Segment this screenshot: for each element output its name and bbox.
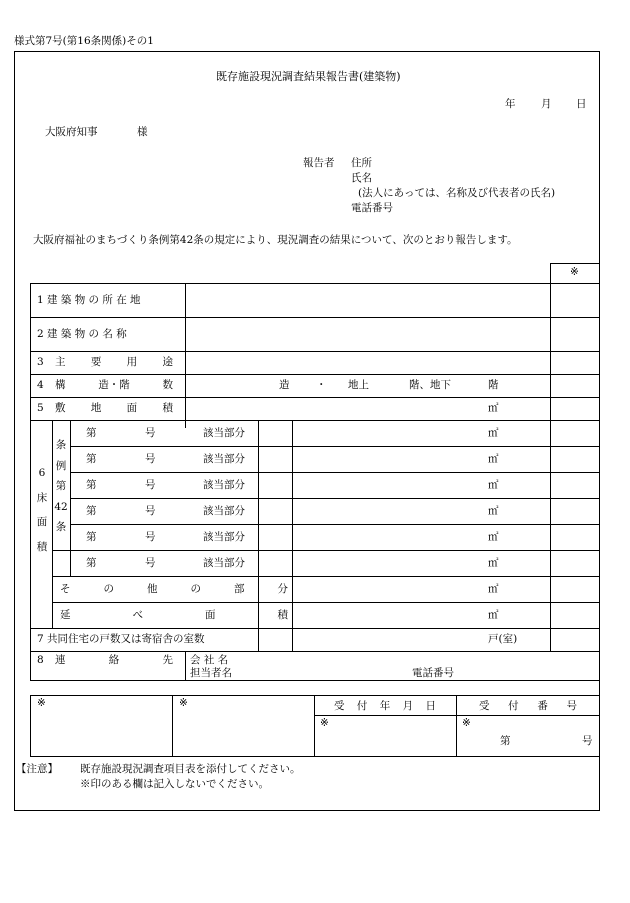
row-contact-label: 連 絡 先 (55, 654, 173, 666)
row-structure-floors-label: 構 造・階 数 (55, 379, 173, 391)
clause-2-dai: 第 (86, 453, 97, 465)
structure-separator: ・ (316, 379, 327, 391)
receipt-number-dai: 第 (500, 735, 511, 747)
clause-3-dai: 第 (86, 479, 97, 491)
above-ground-label: 地上 (348, 379, 369, 391)
reporter-address-label: 住所 (351, 157, 372, 169)
clause-1-go: 号 (145, 427, 156, 439)
floors-underground-label: 階、地下 (409, 379, 451, 391)
clause-2-go: 号 (145, 453, 156, 465)
row-main-use-label: 主 要 用 途 (55, 356, 173, 368)
form-number: 様式第7号(第16条関係)その1 (14, 35, 154, 47)
receipt-date-mark: ※ (320, 717, 329, 729)
date-year: 年 (505, 98, 516, 110)
statement-text: 大阪府福祉のまちづくり条例第42条の規定により、現況調査の結果について、次のとおり報告します。 (33, 234, 518, 246)
reporter-label: 報告者 (303, 157, 335, 169)
other-part-label: そ の 他 の 部 分 (60, 583, 288, 595)
receipt-number-mark: ※ (462, 717, 471, 729)
row3-number: 3 (37, 356, 44, 368)
ordinance-vertical-label: 条 例 第 42 条 (54, 439, 68, 533)
underground-floors-suffix: 階 (488, 379, 499, 391)
document-title: 既存施設現況調査結果報告書(建築物) (216, 70, 401, 83)
receipt-number-go: 号 (582, 735, 593, 747)
row8-number: 8 (37, 654, 44, 666)
date-month: 月 (541, 98, 552, 110)
site-area-unit: ㎡ (488, 402, 499, 414)
clause-4-go: 号 (145, 505, 156, 517)
addressee-suffix: 様 (137, 126, 148, 138)
office-use-mark: ※ (570, 266, 579, 278)
notes-line-2: ※印のある欄は記入しないでください。 (80, 778, 269, 790)
row-building-name-label: 2 建 築 物 の 名 称 (37, 328, 127, 340)
contact-company-label: 会 社 名 (190, 654, 229, 666)
total-floor-area-unit: ㎡ (488, 609, 499, 621)
reporter-corporate-note: (法人にあっては、名称及び代表者の氏名) (358, 187, 556, 199)
clause-2-applicable: 該当部分 (203, 453, 245, 465)
other-part-unit: ㎡ (488, 583, 499, 595)
contact-person-label: 担当者名 (190, 667, 232, 679)
reporter-phone-label: 電話番号 (351, 202, 393, 214)
office-mark-2: ※ (179, 697, 188, 709)
clause-5-dai: 第 (86, 531, 97, 543)
date-day: 日 (576, 98, 587, 110)
clause-1-applicable: 該当部分 (203, 427, 245, 439)
clause-3-go: 号 (145, 479, 156, 491)
notes-line-1: 既存施設現況調査項目表を添付してください。 (80, 763, 301, 775)
clause-5-unit: ㎡ (488, 531, 499, 543)
row-building-location-label: 1 建 築 物 の 所 在 地 (37, 294, 141, 306)
addressee-name: 大阪府知事 (45, 126, 98, 138)
receipt-number-header: 受 付 番 号 (479, 700, 577, 712)
dwelling-units-unit: 戸(室) (488, 633, 518, 645)
total-floor-area-label: 延 べ 面 積 (60, 609, 288, 621)
clause-4-dai: 第 (86, 505, 97, 517)
floor-area-vertical-label: 6 床 面 積 (36, 467, 48, 553)
contact-phone-label: 電話番号 (412, 667, 454, 679)
clause-2-unit: ㎡ (488, 453, 499, 465)
clause-1-dai: 第 (86, 427, 97, 439)
clause-4-unit: ㎡ (488, 505, 499, 517)
row4-number: 4 (37, 379, 44, 391)
clause-1-unit: ㎡ (488, 427, 499, 439)
reporter-name-label: 氏名 (351, 172, 372, 184)
clause-3-applicable: 該当部分 (203, 479, 245, 491)
row-dwelling-units-label: 7 共同住宅の戸数又は寄宿舎の室数 (37, 633, 205, 645)
notes-label: 【注意】 (16, 763, 58, 775)
row5-number: 5 (37, 402, 44, 414)
clause-6-dai: 第 (86, 557, 97, 569)
clause-6-unit: ㎡ (488, 557, 499, 569)
clause-5-applicable: 該当部分 (203, 531, 245, 543)
clause-4-applicable: 該当部分 (203, 505, 245, 517)
clause-3-unit: ㎡ (488, 479, 499, 491)
row-site-area-label: 敷 地 面 積 (55, 402, 173, 414)
clause-6-applicable: 該当部分 (203, 557, 245, 569)
office-mark-1: ※ (37, 697, 46, 709)
clause-5-go: 号 (145, 531, 156, 543)
receipt-date-header: 受 付 年 月 日 (334, 700, 436, 712)
structure-suffix: 造 (279, 379, 290, 391)
clause-6-go: 号 (145, 557, 156, 569)
